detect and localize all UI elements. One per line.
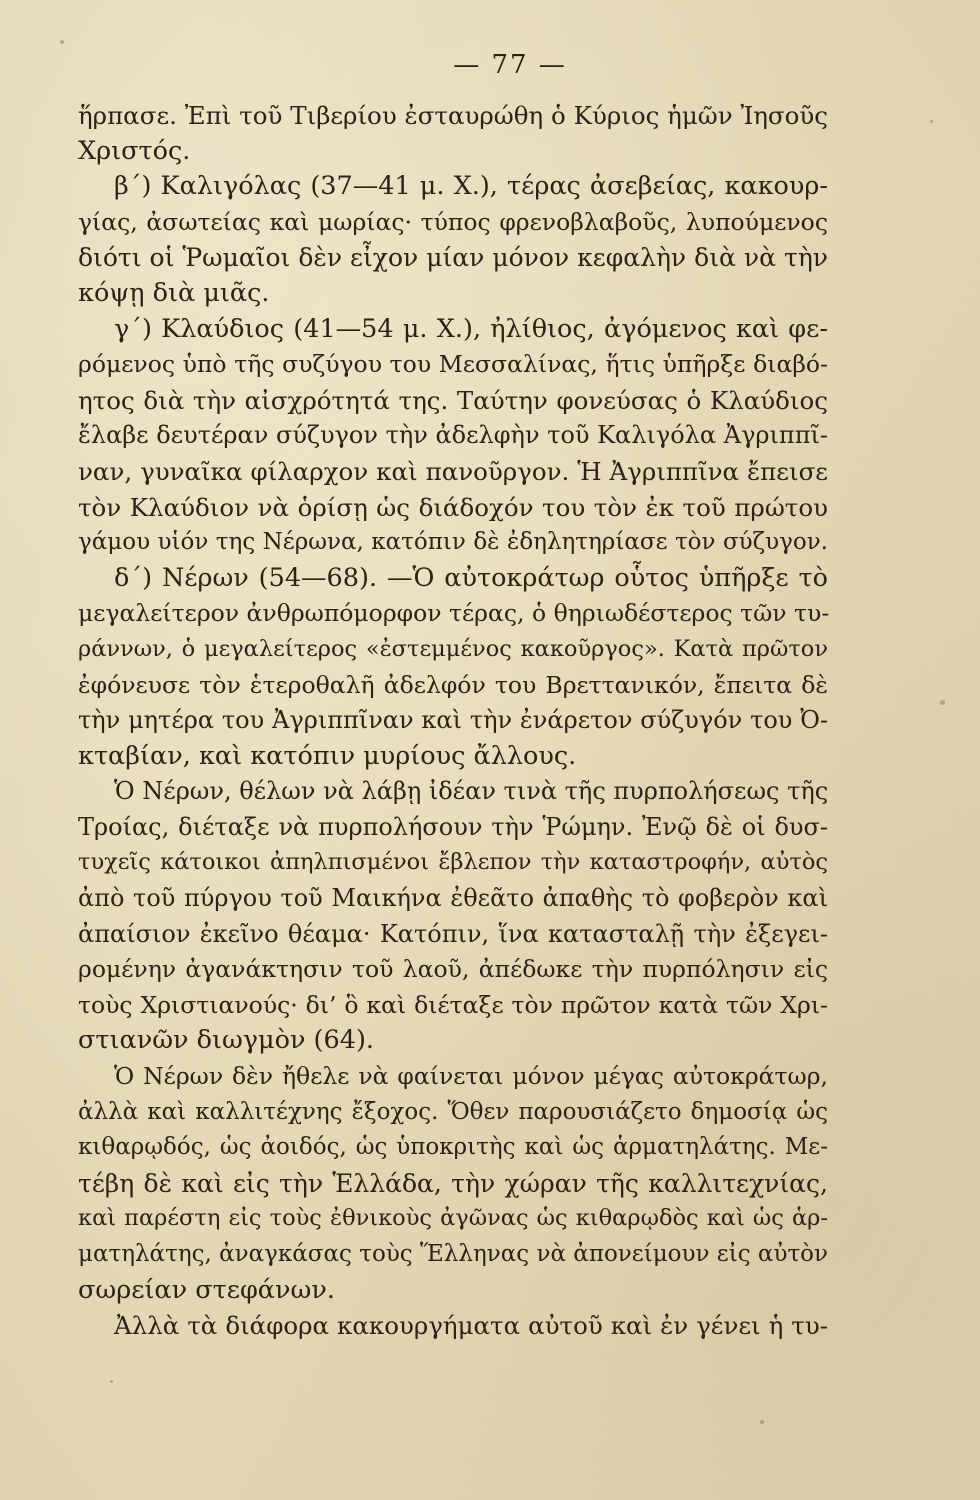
text-line: δ΄) Νέρων (54—68). —Ὁ αὐτοκράτωρ οὗτος ὑπῆρξε τὸ <box>114 562 828 593</box>
text-line: Ἀλλὰ τὰ διάφορα κακουργήματα αὐτοῦ καὶ ἐν γένει ἡ τυ- <box>114 1311 828 1341</box>
paper-speck <box>930 120 933 123</box>
text-line: γ΄) Κλαύδιος (41—54 μ. Χ.), ἠλίθιος, ἀγόμενος καὶ φε- <box>114 313 828 344</box>
text-line: καὶ παρέστη εἰς τοὺς ἐθνικοὺς ἀγῶνας ὡς κιθαρῳδὸς καὶ ὡς ἁρ- <box>78 1205 828 1232</box>
text-line: τοὺς Χριστιανούς· δι’ ὃ καὶ διέταξε τὸν πρῶτον κατὰ τῶν Χρι- <box>78 990 828 1019</box>
text-line: ρόμενος ὑπὸ τῆς συζύγου του Μεσσαλίνας, ἥτις ὑπῆρξε διαβό- <box>78 350 828 379</box>
text-line: ρομένην ἀγανάκτησιν τοῦ λαοῦ, ἀπέδωκε τὴν πυρπόλησιν εἰς <box>78 955 828 984</box>
text-line: γάμου υἱόν της Νέρωνα, κατόπιν δὲ ἐδηλητηρίασε τὸν σύζυγον. <box>78 529 828 556</box>
text-line: ναν, γυναῖκα φίλαρχον καὶ πανοῦργον. Ἡ Ἀγριππῖνα ἔπεισε <box>78 456 828 486</box>
text-line: στιανῶν διωγμὸν (64). <box>78 1025 375 1056</box>
text-line: β΄) Καλιγόλας (37—41 μ. Χ.), τέρας ἀσεβείας, κακουρ- <box>114 171 828 202</box>
text-line: Ὁ Νέρων, θέλων νὰ λάβῃ ἰδέαν τινὰ τῆς πυρπολήσεως τῆς <box>114 777 829 806</box>
text-line: κόψῃ διὰ μιᾶς. <box>78 277 270 308</box>
text-line: τέβη δὲ καὶ εἰς τὴν Ἑλλάδα, τὴν χώραν τῆς καλλιτεχνίας, <box>78 1168 828 1198</box>
text-line: μεγαλείτερον ἀνθρωπόμορφον τέρας, ὁ θηριωδέστερος τῶν τυ- <box>78 599 830 628</box>
text-line: ἀλλὰ καὶ καλλιτέχνης ἔξοχος. Ὅθεν παρουσιάζετο δημοσίᾳ ὡς <box>78 1098 828 1125</box>
text-line: ἔλαβε δευτέραν σύζυγον τὴν ἀδελφὴν τοῦ Καλιγόλα Ἀγριππῖ- <box>78 421 828 450</box>
text-line: ητος διὰ τὴν αἰσχρότητά της. Ταύτην φονεύσας ὁ Κλαύδιος <box>78 385 828 415</box>
text-line: ματηλάτης, ἀναγκάσας τοὺς Ἕλληνας νὰ ἀπονείμουν εἰς αὐτὸν <box>78 1241 828 1267</box>
text-line: γίας, ἀσωτείας καὶ μωρίας· τύπος φρενοβλαβοῦς, λυπούμενος <box>78 207 828 236</box>
paper-speck <box>940 700 945 705</box>
text-line: τυχεῖς κάτοικοι ἀπηλπισμένοι ἔβλεπον τὴν καταστροφήν, αὐτὸς <box>78 849 828 876</box>
paper-speck <box>760 1420 764 1424</box>
text-line: κταβίαν, καὶ κατόπιν μυρίους ἄλλους. <box>78 740 577 771</box>
text-line: ἀπὸ τοῦ πύργου τοῦ Μαικήνα ἐθεᾶτο ἀπαθὴς τὸ φοβερὸν καὶ <box>78 884 828 913</box>
paper-speck <box>110 1380 113 1383</box>
text-line: σωρείαν στεφάνων. <box>78 1274 335 1305</box>
text-line: κιθαρῳδός, ὡς ἀοιδός, ὡς ὑποκριτὴς καὶ ὡς ἁρματηλάτης. Με- <box>78 1134 828 1161</box>
text-line: ἥρπασε. Ἐπὶ τοῦ Τιβερίου ἐσταυρώθη ὁ Κύριος ἡμῶν Ἰησοῦς <box>78 101 828 130</box>
text-line: Ὁ Νέρων δὲν ἤθελε νὰ φαίνεται μόνον μέγας αὐτοκράτωρ, <box>114 1062 828 1091</box>
text-line: διότι οἱ Ῥωμαῖοι δὲν εἶχον μίαν μόνον κεφαλὴν διὰ νὰ τὴν <box>78 243 828 273</box>
text-line: ἐφόνευσε τὸν ἑτεροθαλῆ ἀδελφόν του Βρεττανικόν, ἔπειτα δὲ <box>78 670 828 699</box>
text-line: τὴν μητέρα του Ἀγριππῖναν καὶ τὴν ἐνάρετον σύζυγόν του Ὀ- <box>78 706 828 735</box>
text-line: ἀπαίσιον ἐκεῖνο θέαμα· Κατόπιν, ἵνα κατασταλῇ τὴν ἐξεγει- <box>78 919 828 948</box>
body-text <box>78 98 828 1344</box>
text-line: Τροίας, διέταξε νὰ πυρπολήσουν τὴν Ῥώμην. Ἐνῷ δὲ οἱ δυσ- <box>78 812 828 841</box>
paper-speck <box>60 40 64 44</box>
text-line: Χριστός. <box>78 135 191 166</box>
text-line: ράννων, ὁ μεγαλείτερος «ἐστεμμένος κακοῦργος». Κατὰ πρῶτον <box>78 635 828 662</box>
text-line: τὸν Κλαύδιον νὰ ὁρίσῃ ὡς διάδοχόν του τὸν ἐκ τοῦ πρώτου <box>78 492 828 522</box>
page-number: — 77 — <box>453 50 567 80</box>
